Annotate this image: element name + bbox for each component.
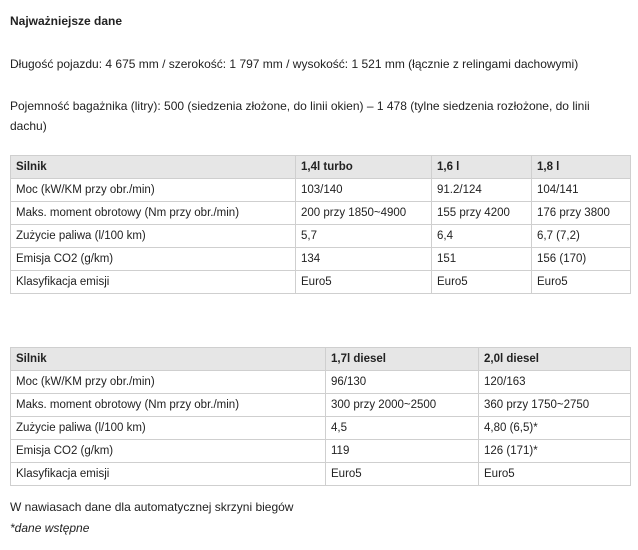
table-header-row [11, 348, 631, 371]
table-cell: 126 (171)* [479, 440, 631, 463]
table-cell: Euro5 [532, 271, 631, 294]
table-row [11, 248, 631, 271]
table-cell: 151 [432, 248, 532, 271]
table-cell: Emisja CO2 (g/km) [11, 248, 296, 271]
table-cell: Klasyfikacja emisji [11, 463, 326, 486]
table-cell: 6,4 [432, 225, 532, 248]
table-cell: 104/141 [532, 179, 631, 202]
table-row [11, 225, 631, 248]
table-cell: Euro5 [479, 463, 631, 486]
table-cell: Zużycie paliwa (l/100 km) [11, 417, 326, 440]
table-cell: Euro5 [326, 463, 479, 486]
automatic-gearbox-note: W nawiasach dane dla automatycznej skrzyni biegów [10, 500, 294, 514]
table-cell: 96/130 [326, 371, 479, 394]
table-cell: 134 [296, 248, 432, 271]
table-cell: 155 przy 4200 [432, 202, 532, 225]
table-cell: 103/140 [296, 179, 432, 202]
table-row [11, 371, 631, 394]
table-header-cell: Silnik [11, 156, 296, 179]
petrol-engines-table [10, 155, 631, 294]
table-cell: 4,80 (6,5)* [479, 417, 631, 440]
table-cell: Maks. moment obrotowy (Nm przy obr./min) [11, 394, 326, 417]
preliminary-data-note: *dane wstępne [10, 521, 90, 535]
table-cell: 360 przy 1750~2750 [479, 394, 631, 417]
table-cell: Maks. moment obrotowy (Nm przy obr./min) [11, 202, 296, 225]
table-header-cell: 2,0l diesel [479, 348, 631, 371]
table-header-cell: 1,8 l [532, 156, 631, 179]
table-row [11, 440, 631, 463]
table-cell: Euro5 [432, 271, 532, 294]
table-row [11, 202, 631, 225]
table-cell: Moc (kW/KM przy obr./min) [11, 371, 326, 394]
table-cell: 176 przy 3800 [532, 202, 631, 225]
table-cell: 200 przy 1850~4900 [296, 202, 432, 225]
table-row [11, 417, 631, 440]
page-heading: Najważniejsze dane [10, 14, 123, 28]
table-cell: Klasyfikacja emisji [11, 271, 296, 294]
table-header-cell: 1,7l diesel [326, 348, 479, 371]
table-header-cell: 1,6 l [432, 156, 532, 179]
dimensions-text: Długość pojazdu: 4 675 mm / szerokość: 1 797 mm / wysokość: 1 521 mm (łącznie z relingami dachowymi) [10, 57, 579, 71]
table-cell: 300 przy 2000~2500 [326, 394, 479, 417]
table-header-cell: Silnik [11, 348, 326, 371]
diesel-engines-table [10, 347, 631, 486]
table-cell: Moc (kW/KM przy obr./min) [11, 179, 296, 202]
table-row [11, 179, 631, 202]
table-row [11, 271, 631, 294]
table-cell: 91.2/124 [432, 179, 532, 202]
table-cell: 5,7 [296, 225, 432, 248]
table-cell: 6,7 (7,2) [532, 225, 631, 248]
table-row [11, 463, 631, 486]
table-cell: Zużycie paliwa (l/100 km) [11, 225, 296, 248]
trunk-capacity-text: Pojemność bagażnika (litry): 500 (siedzenia złożone, do linii okien) – 1 478 (tylne siedzenia rozłożone, do linii dachu) [10, 99, 590, 133]
table-header-cell: 1,4l turbo [296, 156, 432, 179]
table-cell: 120/163 [479, 371, 631, 394]
table-cell: 4,5 [326, 417, 479, 440]
table-cell: Euro5 [296, 271, 432, 294]
table-cell: 119 [326, 440, 479, 463]
table-row [11, 394, 631, 417]
table-cell: 156 (170) [532, 248, 631, 271]
table-header-row [11, 156, 631, 179]
table-cell: Emisja CO2 (g/km) [11, 440, 326, 463]
